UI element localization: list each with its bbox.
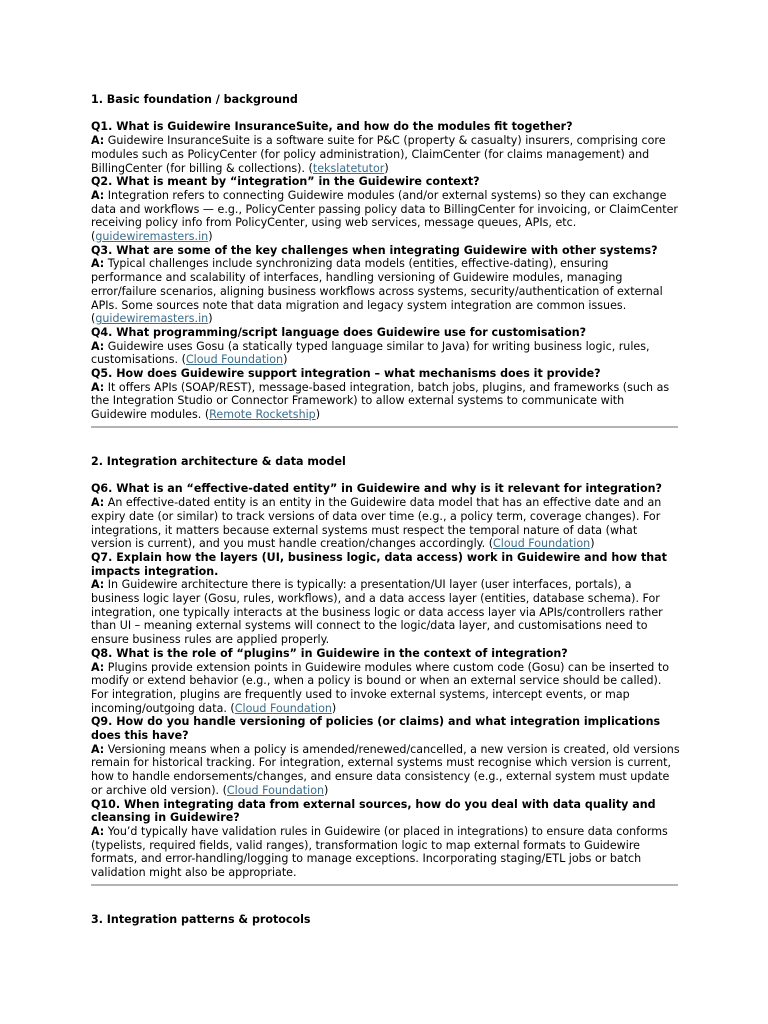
answer-text: Guidewire uses Gosu (a statically typed language similar to Java) for writing business logic, rules, customisations. <box>91 339 650 367</box>
source-link[interactable]: guidewiremasters.in <box>95 312 209 326</box>
section-integration-patterns <box>91 913 681 927</box>
answer-label: A: <box>91 660 105 674</box>
question-q2: Q2. What is meant by “integration” in the Guidewire context? <box>91 175 480 189</box>
section-heading: 1. Basic foundation / background <box>91 93 298 106</box>
section-heading: 2. Integration architecture & data model <box>91 455 346 468</box>
source-link[interactable]: Cloud Foundation <box>493 537 591 551</box>
answer-label: A: <box>91 380 105 394</box>
answer-a8: A: Plugins provide extension points in Guidewire modules where custom code (Gosu) can be inserted to modify or extend behavior (e.g., when a policy is bound or when an external service should be called). For integration, plugins are frequently used to invoke external systems, intercept events, or map incoming/outgoing data. (Cloud Foundation) <box>91 660 669 715</box>
question-q3: Q3. What are some of the key challenges when integrating Guidewire with other systems? <box>91 243 658 257</box>
answer-a3: A: Typical challenges include synchronizing data models (entities, effective-dating), ensuring performance and scalability of interfaces, handling versioning of Guidewire modules, managing error/failure scenarios, aligning business workflows across systems, security/authentication of external APIs. Some sources note that data migration and legacy system integration are common issues. (guidewiremasters.in) <box>91 257 663 326</box>
answer-text: It offers APIs (SOAP/REST), message-based integration, batch jobs, plugins, and frameworks (such as the Integration Studio or Connector Framework) to allow external systems to communicate with Guidewire modules. <box>91 380 670 422</box>
answer-text: Typical challenges include synchronizing data models (entities, effective-dating), ensuring performance and scalability of interfaces, handling versioning of Guidewire modules, managing error/failure scenarios, aligning business workflows across systems, security/authentication of external APIs. Some sources note that data migration and legacy system integration are common issues. <box>91 257 663 312</box>
source-link[interactable]: tekslatetutor <box>312 161 385 175</box>
source-link[interactable]: Cloud Foundation <box>226 783 325 797</box>
answer-text: Integration refers to connecting Guidewire modules (and/or external systems) so they can exchange data and workflows — e.g., PolicyCenter passing policy data to BillingCenter for invoicing, or ClaimCenter receiving policy info from PolicyCenter, using web services, message queues, APIs, etc. <box>91 188 678 230</box>
answer-a6: A: An effective-dated entity is an entity in the Guidewire data model that has an effective date and an expiry date (or similar) to track versions of data over time (e.g., a policy term, coverage changes). For integrations, it matters because external systems must respect the temporal nature of data (what version is current), and you must handle creation/changes accordingly. (Cloud Foundation) <box>91 496 662 551</box>
section-basic-foundation <box>91 93 681 422</box>
answer-label: A: <box>91 578 105 592</box>
question-q4: Q4. What programming/script language does Guidewire use for customisation? <box>91 325 587 339</box>
answer-a2: A: Integration refers to connecting Guidewire modules (and/or external systems) so they can exchange data and workflows — e.g., PolicyCenter passing policy data to BillingCenter for invoicing, or ClaimCenter receiving policy info from PolicyCenter, using web services, message queues, APIs, etc. (guidewiremasters.in) <box>91 188 678 244</box>
answer-text: An effective-dated entity is an entity in the Guidewire data model that has an effective date and an expiry date (or similar) to track versions of data over time (e.g., a policy term, coverage changes). For integrations, it matters because external systems must respect the temporal nature of data (what version is current), and you must handle creation/changes accordingly. <box>91 496 662 551</box>
source-link[interactable]: Remote Rocketship <box>209 408 316 422</box>
answer-text: In Guidewire architecture there is typically: a presentation/UI layer (user interfaces, portals), a business logic layer (Gosu, rules, workflows), and a data access layer (entities, database schema). For integration, one typically interacts at the business logic or data access layer via APIs/controllers rather than UI – meaning external systems will connect to the logic/data layer, and customisations need to ensure business rules are applied properly. <box>91 578 663 647</box>
section-divider <box>91 426 678 428</box>
answer-label: A: <box>91 824 105 838</box>
question-q1: Q1. What is Guidewire InsuranceSuite, and how do the modules fit together? <box>91 120 573 134</box>
answer-a4: A: Guidewire uses Gosu (a statically typed language similar to Java) for writing business logic, rules, customisations. (Cloud Foundation) <box>91 339 650 367</box>
answer-label: A: <box>91 742 105 756</box>
question-q9: Q9. How do you handle versioning of policies (or claims) and what integration implications does this have? <box>91 715 661 743</box>
section-divider <box>91 884 678 886</box>
answer-label: A: <box>91 134 105 148</box>
answer-label: A: <box>91 496 105 510</box>
answer-label: A: <box>91 188 105 202</box>
source-link[interactable]: Cloud Foundation <box>185 353 284 367</box>
question-q8: Q8. What is the role of “plugins” in Guidewire in the context of integration? <box>91 646 568 660</box>
source-link[interactable]: Cloud Foundation <box>234 701 332 715</box>
answer-a7 <box>91 578 681 647</box>
answer-a5: A: It offers APIs (SOAP/REST), message-based integration, batch jobs, plugins, and frameworks (such as the Integration Studio or Connector Framework) to allow external systems to communicate with Guidewire modules. (Remote Rocketship) <box>91 380 670 422</box>
answer-text: Versioning means when a policy is amended/renewed/cancelled, a new version is created, old versions remain for historical tracking. For integration, external systems must recognise which version is current, how to handle endorsements/changes, and ensure data consistency (e.g., external system must update or archive old version). <box>91 742 680 797</box>
source-link[interactable]: guidewiremasters.in <box>95 230 209 244</box>
answer-text: You’d typically have validation rules in Guidewire (or placed in integrations) to ensure data conforms (typelists, required fields, valid ranges), transformation logic to map external formats to Guidewire formats, and error-handling/logging to manage exceptions. Incorporating staging/ETL jobs or batch validation might also be appropriate. <box>91 824 668 880</box>
section-heading: 3. Integration patterns & protocols <box>91 913 311 926</box>
answer-label: A: <box>91 339 105 353</box>
answer-text: Guidewire InsuranceSuite is a software suite for P&C (property & casualty) insurers, comprising core modules such as PolicyCenter (for policy administration), ClaimCenter (for claims management) and BillingCenter (for billing & collections). <box>91 134 666 175</box>
answer-a1: A: Guidewire InsuranceSuite is a software suite for P&C (property & casualty) insurers, comprising core modules such as PolicyCenter (for policy administration), ClaimCenter (for claims management) and BillingCenter (for billing & collections). (tekslatetutor) <box>91 134 666 175</box>
section-integration-architecture <box>91 455 681 880</box>
answer-a9: A: Versioning means when a policy is amended/renewed/cancelled, a new version is created, old versions remain for historical tracking. For integration, external systems must recognise which version is current, how to handle endorsements/changes, and ensure data consistency (e.g., external system must update or archive old version). (Cloud Foundation) <box>91 742 680 797</box>
question-q6: Q6. What is an “effective-dated entity” in Guidewire and why is it relevant for integration? <box>91 482 662 496</box>
question-q10: Q10. When integrating data from external sources, how do you deal with data quality and cleansing in Guidewire? <box>91 797 656 825</box>
answer-text: Plugins provide extension points in Guidewire modules where custom code (Gosu) can be inserted to modify or extend behavior (e.g., when a policy is bound or when an external service should be called). For integration, plugins are frequently used to invoke external systems, intercept events, or map incoming/outgoing data. <box>91 660 669 715</box>
question-q7: Q7. Explain how the layers (UI, business logic, data access) work in Guidewire and how that impacts integration. <box>91 550 667 578</box>
answer-label: A: <box>91 257 105 271</box>
question-q5: Q5. How does Guidewire support integration – what mechanisms does it provide? <box>91 367 601 381</box>
answer-a10 <box>91 825 681 880</box>
